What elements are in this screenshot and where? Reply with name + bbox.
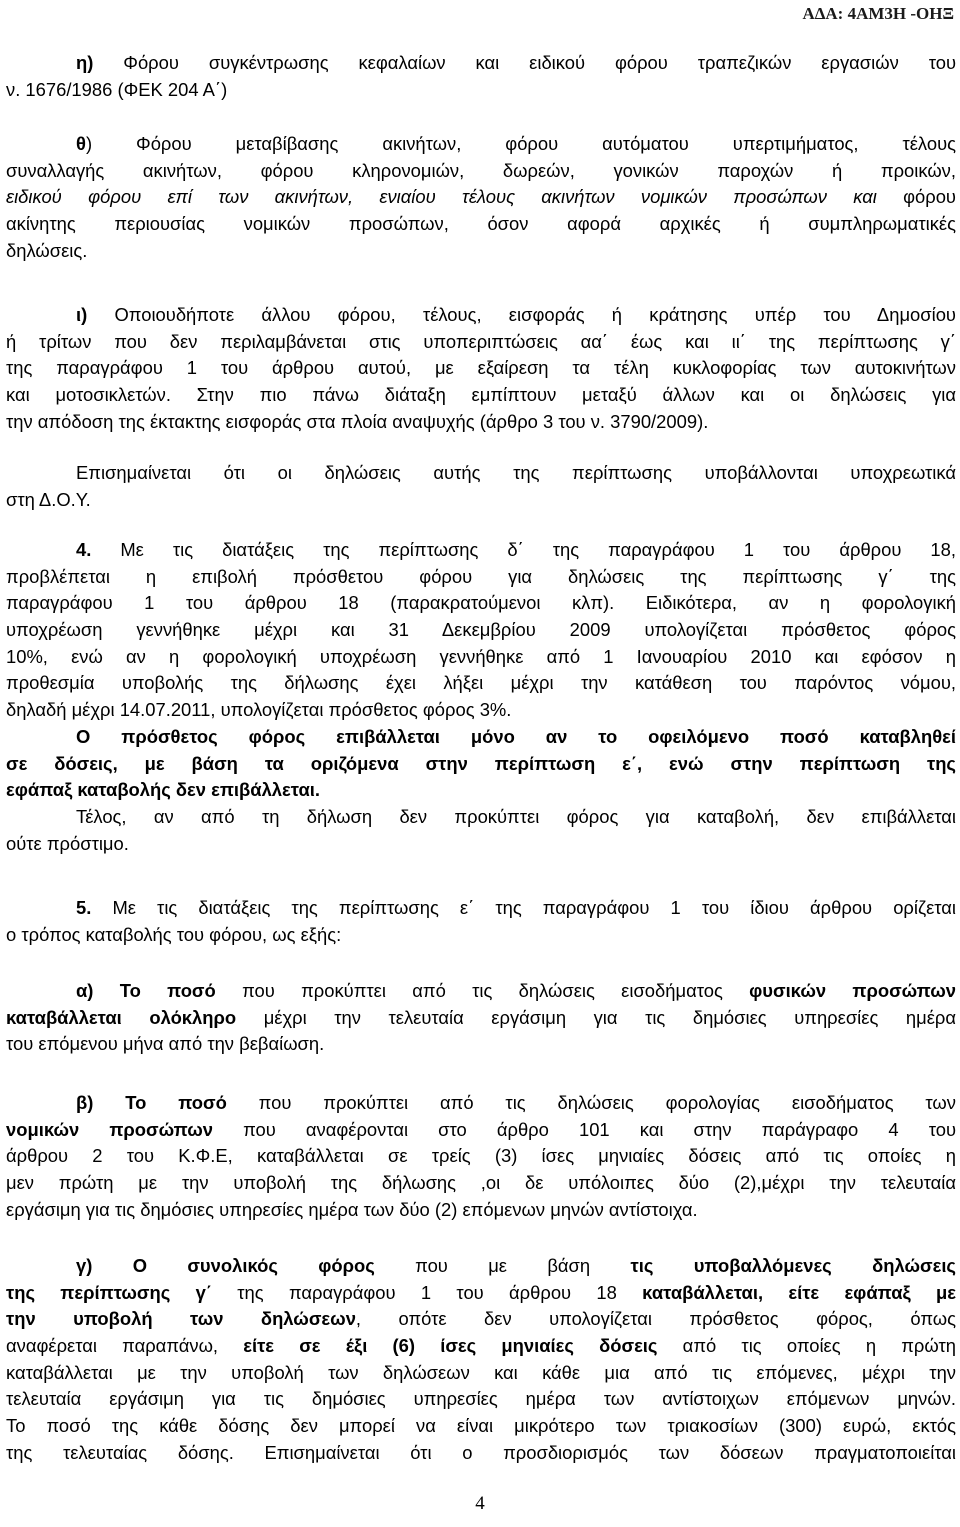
text-line: ειδικού φόρου επί των ακινήτων, ενιαίου τέλους ακινήτων νομικών προσώπων και φόρου — [6, 186, 956, 208]
text-line: Ο πρόσθετος φόρος επιβάλλεται μόνο αν το οφειλόμενο ποσό καταβληθεί — [76, 725, 956, 747]
text-line: της περίπτωσης γ΄ της παραγράφου 1 του άρθρου 18 καταβάλλεται, είτε εφάπαξ με — [6, 1281, 956, 1303]
text-line: της παραγράφου 1 του άρθρου αυτού, με εξαίρεση τα τέλη κυκλοφορίας των αυτοκινήτων — [6, 357, 956, 379]
text-line: ο τρόπος καταβολής του φόρου, ως εξής: — [6, 923, 342, 945]
text-line: νομικών προσώπων που αναφέρονται στο άρθρο 101 και στην παράγραφο 4 του — [6, 1118, 956, 1140]
text-line: ακίνητης περιουσίας νομικών προσώπων, όσον αφορά αρχικές ή συμπληρωματικές — [6, 213, 956, 235]
text-line: ή τρίτων που δεν περιλαμβάνεται στις υποπεριπτώσεις αα΄ έως και ιι΄ της περίπτωσης γ΄ — [6, 330, 956, 352]
text-line: την υποβολή των δηλώσεων, οπότε δεν υπολογίζεται πρόσθετος φόρος, όπως — [6, 1308, 956, 1330]
text-line: 10%, ενώ αν η φορολογική υποχρέωση γεννήθηκε από 1 Ιανουαρίου 2010 και εφόσον η — [6, 645, 956, 667]
paragraph-iota — [6, 302, 956, 435]
text-line: στη Δ.Ο.Υ. — [6, 488, 91, 510]
paragraph-theta — [6, 131, 956, 264]
text-line: σε δόσεις, με βάση τα οριζόμενα στην περίπτωση ε΄, ενώ στην περίπτωση της — [6, 752, 956, 774]
paragraph-beta — [6, 1090, 956, 1223]
text-line: της τελευταίας δόσης. Επισημαίνεται ότι ο προσδιορισμός των δόσεων πραγματοποιείται — [6, 1441, 956, 1463]
text-line: θ) Φόρου μεταβίβασης ακινήτων, φόρου αυτόματου υπερτιμήματος, τέλους — [76, 133, 956, 154]
text-line: προθεσμία υποβολής της δήλωσης έχει λήξει μέχρι την κατάθεση του παρόντος νόμου, — [6, 672, 956, 694]
text-line: και μοτοσικλετών. Στην πιο πάνω διάταξη εμπίπτουν μεταξύ άλλων και οι δηλώσεις για — [6, 384, 956, 406]
paragraph-4 — [6, 537, 956, 857]
text-line: καταβάλλεται με την υποβολή των δηλώσεων και κάθε μια από τις επόμενες, μέχρι την — [6, 1361, 956, 1383]
text-line: εφάπαξ καταβολής δεν επιβάλλεται. — [6, 779, 320, 801]
text-line: υποχρέωση γεννήθηκε μέχρι και 31 Δεκεμβρίου 2009 υπολογίζεται πρόσθετος φόρος — [6, 619, 956, 641]
text-line: Επισημαίνεται ότι οι δηλώσεις αυτής της περίπτωσης υποβάλλονται υποχρεωτικά — [76, 462, 956, 483]
text-line: προβλέπεται η επιβολή πρόσθετου φόρου για δηλώσεις της περίπτωσης γ΄ της — [6, 565, 956, 587]
text-line: 4. Με τις διατάξεις της περίπτωσης δ΄ της παραγράφου 1 του άρθρου 18, — [76, 539, 956, 560]
text-line: α) Το ποσό που προκύπτει από τις δηλώσεις εισοδήματος φυσικών προσώπων — [76, 980, 957, 1001]
text-line: ν. 1676/1986 (ΦΕΚ 204 Α΄) — [6, 78, 228, 100]
text-line: αναφέρεται παραπάνω, είτε σε έξι (6) ίσες μηνιαίες δόσεις από τις οποίες η πρώτη — [6, 1335, 956, 1357]
text-line: άρθρου 2 του Κ.Φ.Ε, καταβάλλεται σε τρείς (3) ίσες μηνιαίες δόσεις από τις οποίες η — [6, 1145, 956, 1167]
paragraph-eta — [6, 50, 956, 103]
text-line: δηλαδή μέχρι 14.07.2011, υπολογίζεται πρόσθετος φόρος 3%. — [6, 699, 512, 721]
text-line: εργάσιμη για τις δημόσιες υπηρεσίες ημέρα των δύο (2) επόμενων μηνών αντίστοιχα. — [6, 1198, 698, 1220]
paragraph-5 — [6, 895, 956, 948]
text-line: παραγράφου 1 του άρθρου 18 (παρακρατούμενοι κλπ). Ειδικότερα, αν η φορολογική — [6, 592, 956, 614]
page-number: 4 — [475, 1493, 485, 1514]
paragraph-gamma — [6, 1253, 956, 1467]
text-line: η) Φόρου συγκέντρωσης κεφαλαίων και ειδικού φόρου τραπεζικών εργασιών του — [76, 52, 956, 73]
text-line: ούτε πρόστιμο. — [6, 832, 129, 854]
paragraph-alpha — [6, 978, 956, 1058]
text-line: την απόδοση της έκτακτης εισφοράς στα πλοία αναψυχής (άρθρο 3 του ν. 3790/2009). — [6, 410, 709, 432]
text-line: γ) Ο συνολικός φόρος που με βάση τις υποβαλλόμενες δηλώσεις — [76, 1255, 956, 1276]
text-line: του επόμενου μήνα από την βεβαίωση. — [6, 1033, 325, 1055]
document-code: ΑΔΑ: 4ΑΜ3Η -ΟΗΞ — [802, 4, 954, 23]
text-line: β) Το ποσό που προκύπτει από τις δηλώσεις φορολογίας εισοδήματος των — [76, 1092, 956, 1113]
text-line: συναλλαγής ακινήτων, φόρου κληρονομιών, δωρεών, γονικών παροχών ή προικών, — [6, 159, 956, 181]
text-line: τελευταία εργάσιμη για τις δημόσιες υπηρεσίες ημέρα των αντίστοιχων επόμενων μηνών. — [6, 1388, 956, 1410]
text-line: ι) Οποιουδήποτε άλλου φόρου, τέλους, εισφοράς ή κράτησης υπέρ του Δημοσίου — [76, 304, 956, 325]
paragraph-note — [6, 460, 956, 513]
text-line: Τέλος, αν από τη δήλωση δεν προκύπτει φόρος για καταβολή, δεν επιβάλλεται — [76, 805, 956, 827]
text-line: δηλώσεις. — [6, 239, 88, 261]
text-line: καταβάλλεται ολόκληρο μέχρι την τελευταία εργάσιμη για τις δημόσιες υπηρεσίες ημέρα — [6, 1006, 956, 1028]
text-line: Το ποσό της κάθε δόσης δεν μπορεί να είναι μικρότερο των τριακοσίων (300) ευρώ, εκτός — [6, 1415, 956, 1437]
text-line: 5. Με τις διατάξεις της περίπτωσης ε΄ της παραγράφου 1 του ίδιου άρθρου ορίζεται — [76, 897, 956, 918]
text-line: μεν πρώτη με την υποβολή της δήλωσης ,οι δε υπόλοιπες δύο (2),μέχρι την τελευταία — [6, 1172, 956, 1194]
